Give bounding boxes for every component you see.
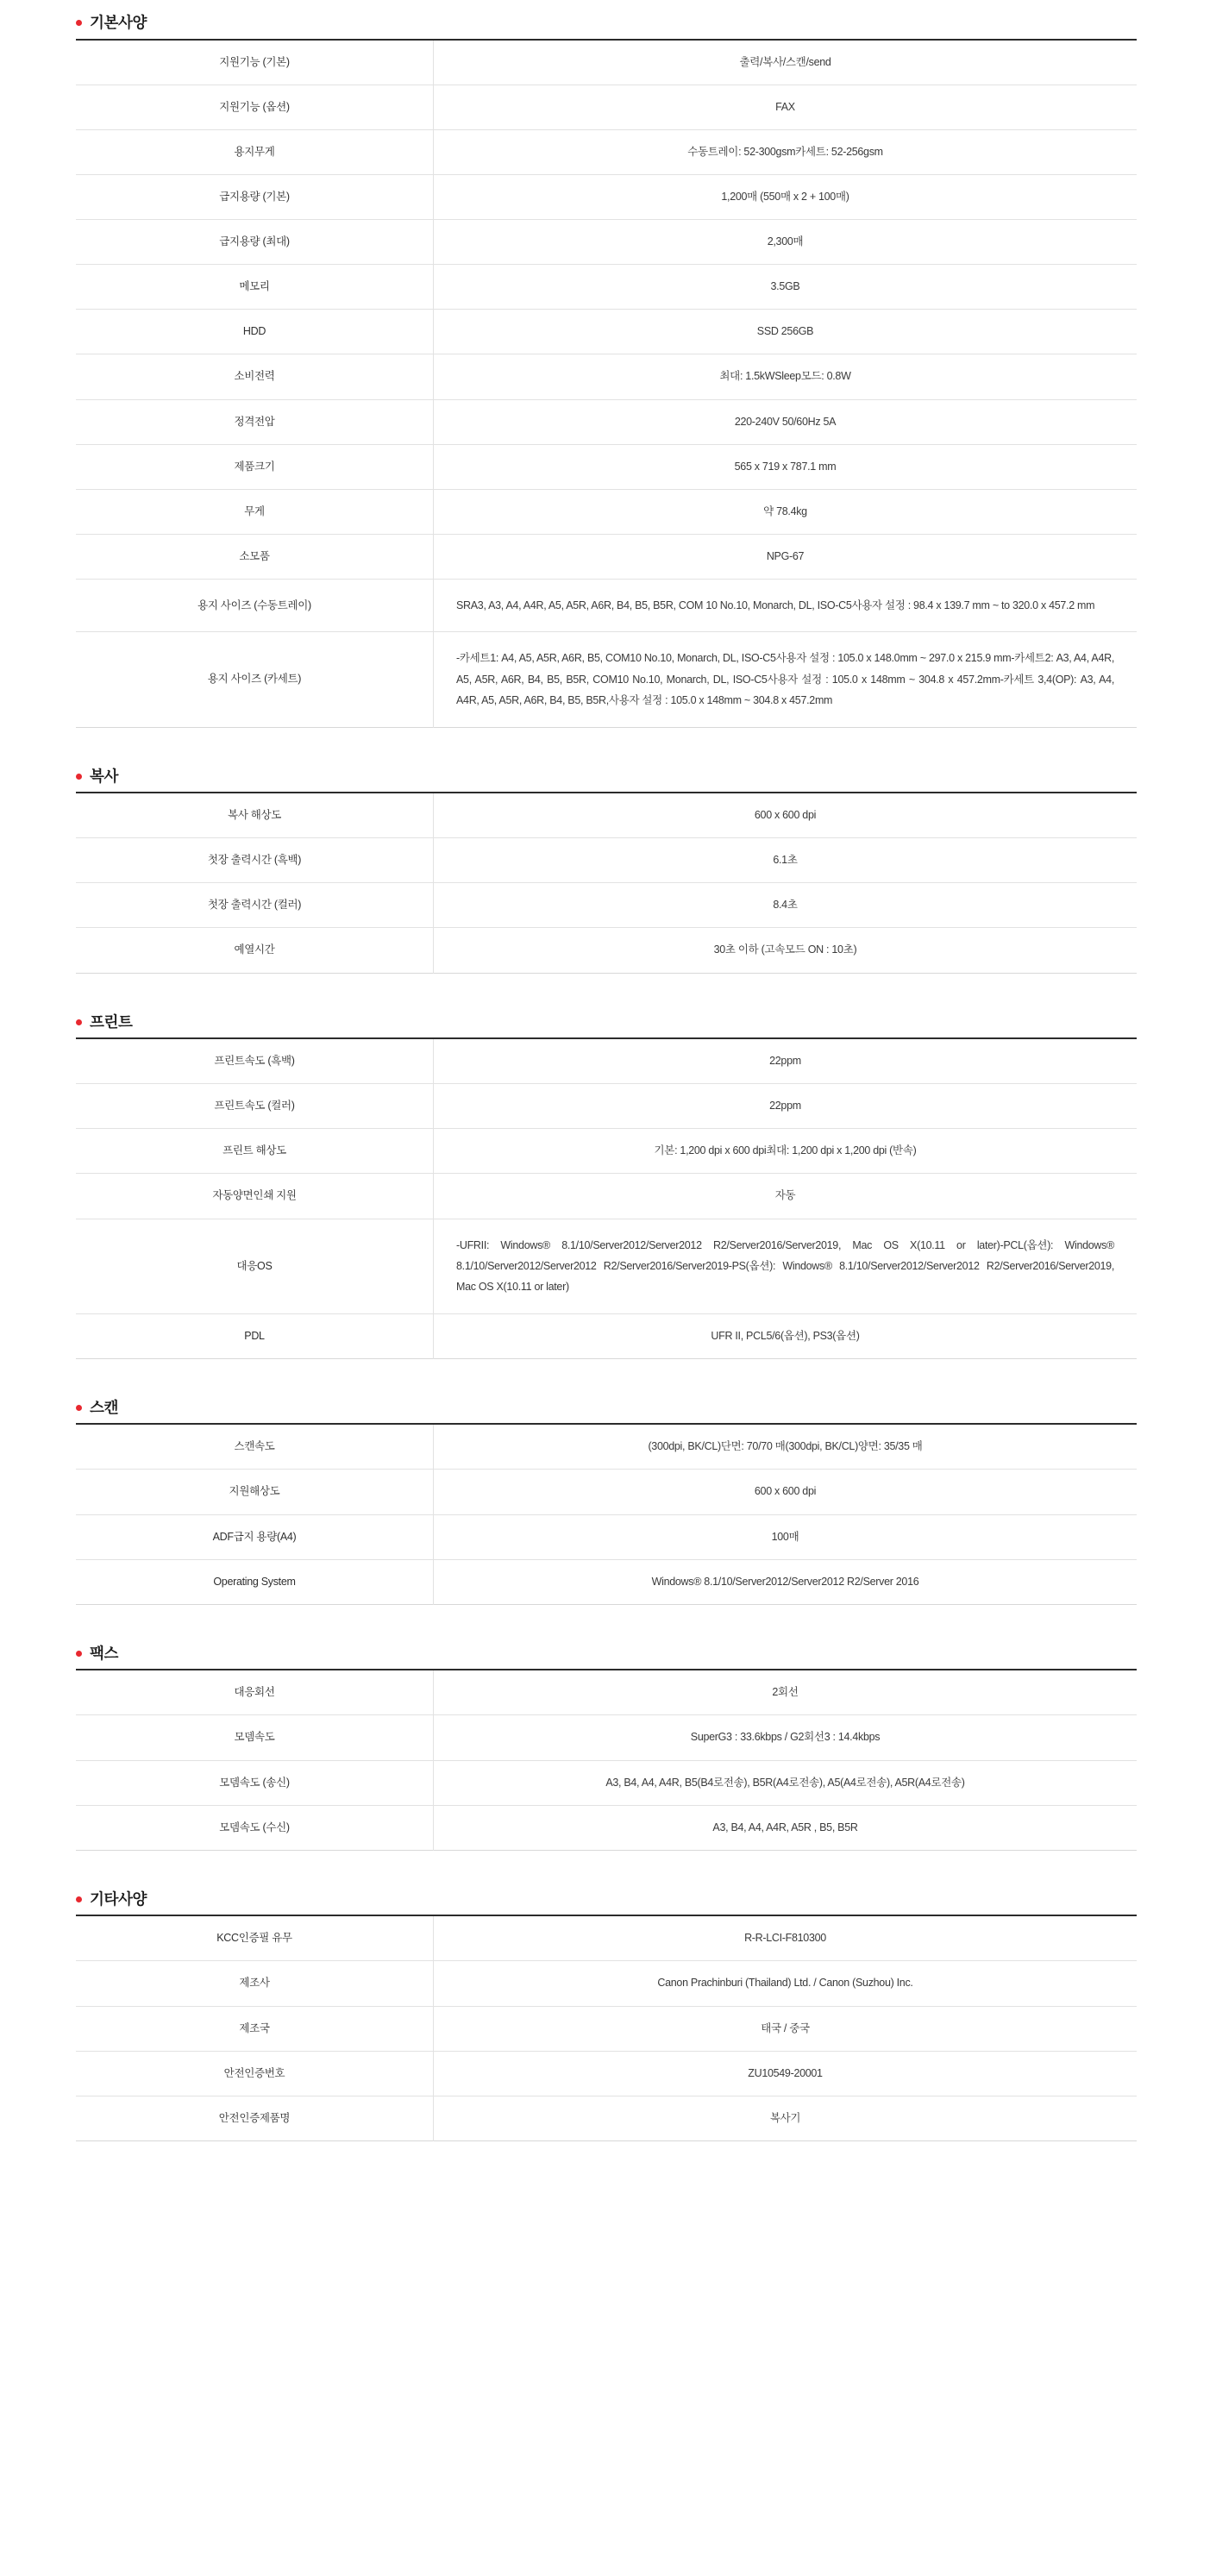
spec-value: 2,300매	[767, 235, 804, 248]
table-row	[76, 310, 1137, 354]
spec-key: 지원기능 (기본)	[76, 40, 434, 85]
spec-value: 220-240V 50/60Hz 5A	[734, 415, 837, 428]
spec-key: 대응회선	[76, 1670, 434, 1715]
section-header	[0, 1012, 1216, 1031]
spec-key: HDD	[76, 310, 434, 354]
table-row	[76, 1670, 1137, 1715]
spec-table-print	[76, 1037, 1137, 1359]
table-row	[76, 265, 1137, 310]
spec-value: 30초 이하 (고속모드 ON : 10초)	[713, 943, 857, 956]
spec-value: A3, B4, A4, A4R, A5R , B5, B5R	[712, 1821, 858, 1833]
section-header	[0, 1892, 1216, 1908]
spec-key: ADF급지 용량(A4)	[76, 1514, 434, 1559]
spec-value: Windows® 8.1/10/Server2012/Server2012 R2/Server 2016	[651, 1575, 919, 1588]
spec-table-etc	[76, 1915, 1137, 2141]
spec-key: KCC인증필 유무	[76, 1915, 434, 1961]
spec-value: 자동	[774, 1189, 796, 1202]
spec-key: 프린트속도 (흑백)	[76, 1038, 434, 1084]
spec-table-basic	[76, 39, 1137, 728]
spec-key: 스캔속도	[76, 1424, 434, 1470]
table-row	[76, 1084, 1137, 1129]
table-row	[76, 1424, 1137, 1470]
spec-value: 최대: 1.5kWSleep모드: 0.8W	[719, 370, 851, 383]
section-fax	[0, 1646, 1216, 1851]
section-header	[0, 1646, 1216, 1662]
table-row	[76, 2006, 1137, 2051]
table-row	[76, 2096, 1137, 2140]
table-row	[76, 129, 1137, 174]
bullet-icon	[76, 1651, 82, 1657]
spec-key: 용지 사이즈 (카세트)	[76, 632, 434, 727]
spec-key: 첫장 출력시간 (컬러)	[76, 883, 434, 928]
spec-value: 3.5GB	[770, 280, 800, 293]
table-row	[76, 580, 1137, 632]
spec-key: Operating System	[76, 1559, 434, 1604]
table-row	[76, 838, 1137, 883]
section-title: 기타사양	[90, 1890, 147, 1908]
spec-key: PDL	[76, 1313, 434, 1358]
table-row	[76, 354, 1137, 399]
spec-value: R-R-LCI-F810300	[744, 1932, 826, 1945]
spec-value: 수동트레이: 52-300gsm카세트: 52-256gsm	[687, 145, 883, 158]
spec-value: 태국 / 중국	[761, 2021, 810, 2034]
spec-value: SSD 256GB	[756, 325, 814, 338]
table-row	[76, 220, 1137, 265]
section-title: 복사	[90, 767, 119, 785]
spec-key: 지원해상도	[76, 1470, 434, 1514]
spec-value: 8.4초	[773, 899, 798, 912]
table-row	[76, 2051, 1137, 2096]
section-basic	[0, 16, 1216, 728]
section-copy	[0, 769, 1216, 974]
table-row	[76, 399, 1137, 444]
spec-key: 소모품	[76, 534, 434, 579]
section-etc	[0, 1892, 1216, 2141]
spec-key: 급지용량 (최대)	[76, 220, 434, 265]
spec-value: NPG-67	[766, 549, 805, 562]
table-row	[76, 40, 1137, 85]
spec-key: 제조국	[76, 2006, 434, 2051]
spec-value: 22ppm	[769, 1100, 801, 1113]
bullet-icon	[76, 1896, 82, 1902]
table-row	[76, 632, 1137, 727]
spec-value: FAX	[775, 100, 795, 113]
section-scan	[0, 1398, 1216, 1605]
table-row	[76, 1961, 1137, 2006]
table-row	[76, 793, 1137, 838]
table-row	[76, 489, 1137, 534]
spec-key: 제품크기	[76, 444, 434, 489]
spec-table-scan	[76, 1423, 1137, 1605]
table-row	[76, 174, 1137, 219]
table-row	[76, 1915, 1137, 1961]
spec-key: 메모리	[76, 265, 434, 310]
spec-table-copy	[76, 792, 1137, 974]
table-row	[76, 1805, 1137, 1850]
spec-value: A3, B4, A4, A4R, B5(B4로전송), B5R(A4로전송), A5(A4로전송), A5R(A4로전송)	[605, 1776, 965, 1789]
spec-value: 기본: 1,200 dpi x 600 dpi최대: 1,200 dpi x 1,200 dpi (반속)	[654, 1144, 917, 1157]
spec-value: SuperG3 : 33.6kbps / G2회선3 : 14.4kbps	[690, 1731, 881, 1744]
table-row	[76, 1174, 1137, 1219]
table-row	[76, 444, 1137, 489]
bullet-icon	[76, 774, 82, 780]
section-header	[0, 1398, 1216, 1416]
spec-key: 용지무게	[76, 129, 434, 174]
spec-value: 6.1초	[773, 854, 798, 867]
section-title: 스캔	[90, 1398, 119, 1416]
spec-key: 무게	[76, 489, 434, 534]
bullet-icon	[76, 20, 82, 26]
table-row	[76, 883, 1137, 928]
spec-key: 급지용량 (기본)	[76, 174, 434, 219]
table-row	[76, 928, 1137, 973]
spec-value: 복사기	[769, 2111, 801, 2124]
spec-key: 예열시간	[76, 928, 434, 973]
spec-key: 첫장 출력시간 (흑백)	[76, 838, 434, 883]
table-row	[76, 1715, 1137, 1760]
bullet-icon	[76, 1405, 82, 1411]
spec-value: 22ppm	[769, 1055, 801, 1067]
spec-value: 100매	[771, 1530, 799, 1543]
table-row	[76, 534, 1137, 579]
table-row	[76, 1038, 1137, 1084]
spec-key: 모뎀속도 (송신)	[76, 1760, 434, 1805]
table-row	[76, 1514, 1137, 1559]
spec-value: -UFRII: Windows® 8.1/10/Server2012/Server2012 R2/Server2016/Server2019, Mac OS X(10.11 or later)-PCL(옵션): Windows® 8.1/10/Server2012/Server2012 R2/Server2016/Server2019-PS(옵션): Windows® 8.1/10/Server2012/Server2012 R2/Server2016/Server2019, Mac OS X(10.11 or later)	[456, 1238, 1114, 1294]
bullet-icon	[76, 1019, 82, 1025]
spec-key: 모뎀속도	[76, 1715, 434, 1760]
section-title: 프린트	[90, 1012, 133, 1031]
spec-value: Canon Prachinburi (Thailand) Ltd. / Canon (Suzhou) Inc.	[657, 1977, 913, 1990]
table-row	[76, 1760, 1137, 1805]
spec-key: 대응OS	[76, 1219, 434, 1313]
spec-table-fax	[76, 1669, 1137, 1851]
table-row	[76, 85, 1137, 129]
section-print	[0, 1012, 1216, 1359]
spec-value: -카세트1: A4, A5, A5R, A6R, B5, COM10 No.10, Monarch, DL, ISO-C5사용자 설정 : 105.0 x 148.0mm ~ 297.0 x 215.9 mm-카세트2: A3, A4, A4R, A5, A5R, A6R, B4, B5, B5R, COM10 No.10, Monarch, DL, ISO-C5사용자 설정 : 105.0 x 148mm ~ 304.8 x 457.2mm-카세트 3,4(OP): A3, A4, A4R, A5, A5R, A6R, B4, B5, B5R,사용자 설정 : 105.0 x 148mm ~ 304.8 x 457.2mm	[456, 652, 1114, 707]
section-header	[0, 16, 1216, 31]
spec-value: 약 78.4kg	[763, 505, 807, 517]
table-row	[76, 1129, 1137, 1174]
table-row	[76, 1559, 1137, 1604]
spec-value: 600 x 600 dpi	[754, 1485, 817, 1498]
spec-key: 자동양면인쇄 지원	[76, 1174, 434, 1219]
spec-key: 정격전압	[76, 399, 434, 444]
spec-value: 565 x 719 x 787.1 mm	[734, 460, 837, 473]
spec-value: 출력/복사/스캔/send	[739, 55, 831, 68]
spec-key: 프린트 해상도	[76, 1129, 434, 1174]
spec-value: SRA3, A3, A4, A4R, A5, A5R, A6R, B4, B5, B5R, COM 10 No.10, Monarch, DL, ISO-C5사용자 설정 : 98.4 x 139.7 mm ~ to 320.0 x 457.2 mm	[456, 599, 1095, 611]
spec-key: 안전인증번호	[76, 2051, 434, 2096]
spec-value: 600 x 600 dpi	[754, 809, 817, 821]
spec-value: ZU10549-20001	[748, 2066, 823, 2079]
spec-key: 용지 사이즈 (수동트레이)	[76, 580, 434, 632]
section-header	[0, 769, 1216, 785]
section-title: 팩스	[90, 1644, 119, 1662]
spec-key: 모뎀속도 (수신)	[76, 1805, 434, 1850]
spec-key: 제조사	[76, 1961, 434, 2006]
spec-value: 2회선	[772, 1686, 799, 1699]
spec-key: 소비전력	[76, 354, 434, 399]
spec-key: 안전인증제품명	[76, 2096, 434, 2140]
spec-key: 복사 해상도	[76, 793, 434, 838]
spec-value: (300dpi, BK/CL)단면: 70/70 매(300dpi, BK/CL)양면: 35/35 매	[648, 1440, 923, 1453]
spec-value: UFR II, PCL5/6(옵션), PS3(옵션)	[711, 1329, 860, 1342]
spec-key: 프린트속도 (컬러)	[76, 1084, 434, 1129]
section-title: 기본사양	[90, 14, 147, 31]
table-row	[76, 1313, 1137, 1358]
table-row	[76, 1219, 1137, 1313]
spec-key: 지원기능 (옵션)	[76, 85, 434, 129]
table-row	[76, 1470, 1137, 1514]
spec-value: 1,200매 (550매 x 2 + 100매)	[721, 190, 849, 203]
